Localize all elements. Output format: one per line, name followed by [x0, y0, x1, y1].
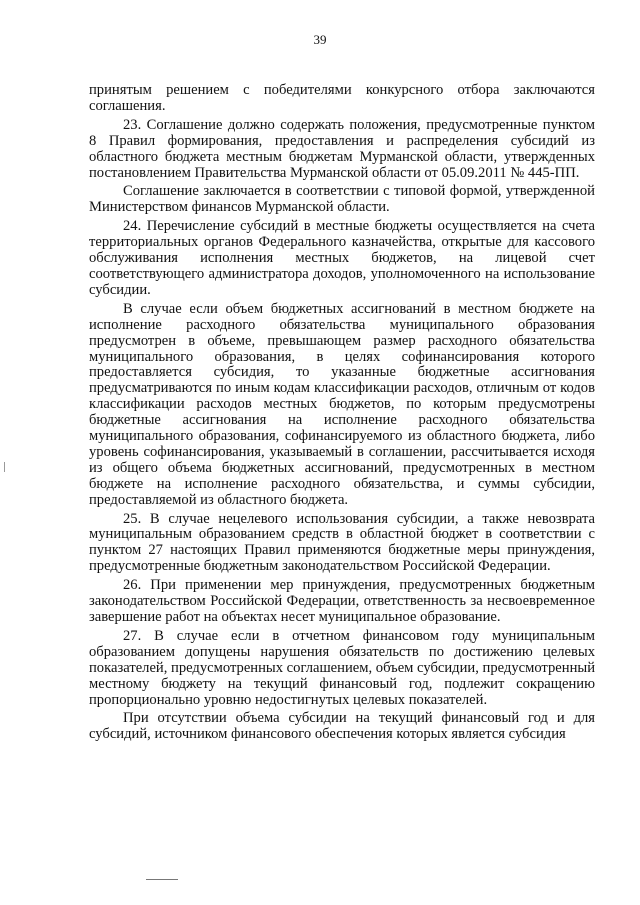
paragraph-27: 27. В случае если в отчетном финансовом году муниципальным образованием допущены нарушения обязательств по достижению целевых показателей, предусмотренных соглашением, объем субсидии, предусмотренный местному бюджету на текущий финансовый год, подлежит сокращению пропорционально уровню недостигнутых целевых показателей. [89, 627, 595, 708]
paragraph-continuation: принятым решением с победителями конкурсного отбора заключаются соглашения. [89, 82, 595, 114]
document-body [89, 83, 595, 746]
paragraph-agreement-form: Соглашение заключается в соответствии с типовой формой, утвержденной Министерством финансов Мурманской области. [89, 183, 595, 216]
margin-mark [4, 462, 5, 472]
footer-rule [146, 879, 178, 880]
paragraph-budget-allocations: В случае если объем бюджетных ассигнований в местном бюджете на исполнение расходного обязательства муниципального образования предусмотрен в объеме, превышающем размер расходного обязательства муниципального образования, в целях софинансирования которого предоставляется субсидия, то указанные бюджетные ассигнования предусматриваются по иным кодам классификации расходов, отличным от кодов классификации расходов местных бюджетов, по которым предусмотрены бюджетные ассигнования на исполнение расходного обязательства муниципального образования, софинансируемого из областного бюджета, либо уровень софинансирования, указываемый в соглашении, рассчитывается исходя из общего объема бюджетных ассигнований, предусмотренных в местном бюджете на исполнение расходного обязательства, и суммы субсидии, предоставляемой из областного бюджета. [89, 300, 595, 508]
paragraph-25: 25. В случае нецелевого использования субсидии, а также невозврата муниципальным образованием средств в областной бюджет в соответствии с пунктом 27 настоящих Правил применяются бюджетные меры принуждения, предусмотренные бюджетным законодательством Российской Федерации. [89, 510, 595, 575]
paragraph-26: 26. При применении мер принуждения, предусмотренных бюджетным законодательством Российской Федерации, ответственность за несвоевременное завершение работ на объектах несет муниципальное образование. [89, 577, 595, 625]
paragraph-23: 23. Соглашение должно содержать положения, предусмотренные пунктом 8 Правил формирования, предоставления и распределения субсидий из областного бюджета местным бюджетам Мурманской области, утвержденных постановлением Правительства Мурманской области от 05.09.2011 № 445-ПП. [89, 116, 595, 181]
paragraph-24: 24. Перечисление субсидий в местные бюджеты осуществляется на счета территориальных органов Федерального казначейства, открытые для кассового обслуживания исполнения местных бюджетов, на лицевой счет соответствующего администратора доходов, уполномоченного на использование субсидии. [89, 218, 595, 298]
page-number: 39 [313, 32, 327, 47]
paragraph-subsidy-absence: При отсутствии объема субсидии на текущий финансовый год и для субсидий, источником финансового обеспечения которых является субсидия [89, 710, 595, 743]
